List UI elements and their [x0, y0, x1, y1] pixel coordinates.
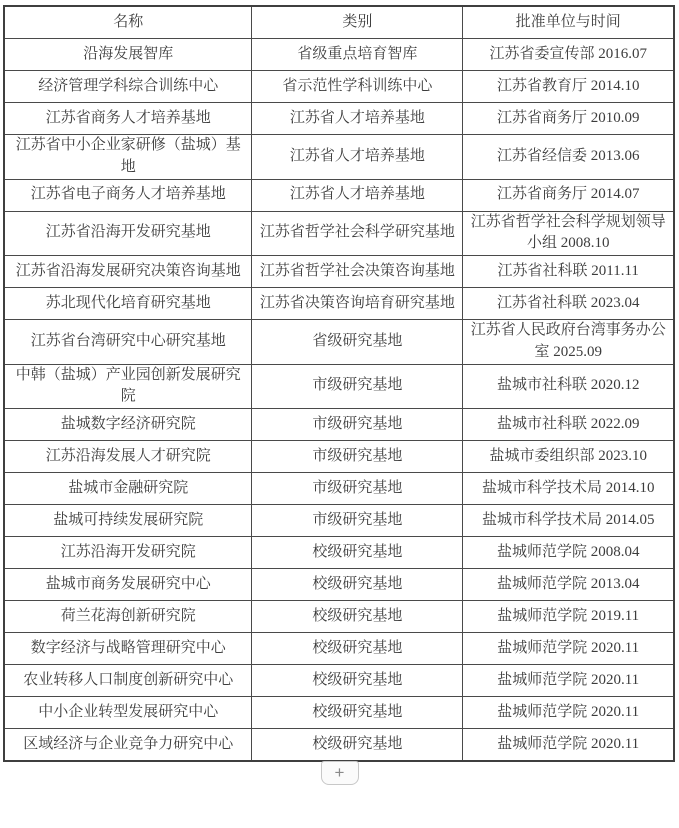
cell-name: 江苏沿海发展人才研究院	[4, 441, 252, 473]
cell-category: 江苏省决策咨询培育研究基地	[252, 288, 463, 320]
cell-name: 江苏省台湾研究中心研究基地	[4, 320, 252, 365]
table-row	[4, 441, 674, 473]
add-row-button[interactable]: +	[321, 761, 359, 785]
table-header	[4, 6, 674, 39]
header-cell-name: 名称	[4, 6, 252, 39]
cell-name: 荷兰花海创新研究院	[4, 601, 252, 633]
table-row	[4, 103, 674, 135]
cell-category: 校级研究基地	[252, 665, 463, 697]
cell-approval: 盐城市社科联 2022.09	[463, 409, 674, 441]
cell-category: 江苏省哲学社会科学研究基地	[252, 211, 463, 256]
table-row	[4, 39, 674, 71]
cell-name: 中韩（盐城）产业园创新发展研究院	[4, 364, 252, 409]
cell-category: 校级研究基地	[252, 569, 463, 601]
header-row	[4, 6, 674, 39]
cell-approval: 盐城师范学院 2008.04	[463, 537, 674, 569]
cell-category: 校级研究基地	[252, 697, 463, 729]
cell-name: 沿海发展智库	[4, 39, 252, 71]
cell-category: 市级研究基地	[252, 505, 463, 537]
add-row-container	[0, 762, 679, 785]
cell-name: 苏北现代化培育研究基地	[4, 288, 252, 320]
cell-approval: 江苏省人民政府台湾事务办公室 2025.09	[463, 320, 674, 365]
cell-name: 江苏省中小企业家研修（盐城）基地	[4, 135, 252, 180]
table-row	[4, 505, 674, 537]
table-row	[4, 364, 674, 409]
research-base-table	[3, 5, 675, 762]
table-row	[4, 256, 674, 288]
table-row	[4, 537, 674, 569]
table-row	[4, 211, 674, 256]
cell-category: 市级研究基地	[252, 473, 463, 505]
cell-approval: 江苏省委宣传部 2016.07	[463, 39, 674, 71]
table-row	[4, 179, 674, 211]
cell-name: 经济管理学科综合训练中心	[4, 71, 252, 103]
table-row	[4, 569, 674, 601]
cell-approval: 盐城市委组织部 2023.10	[463, 441, 674, 473]
cell-category: 市级研究基地	[252, 409, 463, 441]
header-cell-approval: 批准单位与时间	[463, 6, 674, 39]
cell-name: 江苏省电子商务人才培养基地	[4, 179, 252, 211]
cell-approval: 盐城市科学技术局 2014.05	[463, 505, 674, 537]
table-row	[4, 135, 674, 180]
cell-category: 省示范性学科训练中心	[252, 71, 463, 103]
cell-approval: 盐城师范学院 2013.04	[463, 569, 674, 601]
cell-category: 市级研究基地	[252, 441, 463, 473]
cell-name: 盐城可持续发展研究院	[4, 505, 252, 537]
cell-name: 盐城数字经济研究院	[4, 409, 252, 441]
cell-category: 市级研究基地	[252, 364, 463, 409]
cell-category: 省级重点培育智库	[252, 39, 463, 71]
cell-approval: 盐城师范学院 2019.11	[463, 601, 674, 633]
table-row	[4, 288, 674, 320]
cell-category: 省级研究基地	[252, 320, 463, 365]
cell-category: 江苏省哲学社会决策咨询基地	[252, 256, 463, 288]
cell-approval: 盐城师范学院 2020.11	[463, 729, 674, 762]
cell-name: 江苏省商务人才培养基地	[4, 103, 252, 135]
cell-name: 数字经济与战略管理研究中心	[4, 633, 252, 665]
cell-name: 中小企业转型发展研究中心	[4, 697, 252, 729]
cell-name: 江苏沿海开发研究院	[4, 537, 252, 569]
cell-category: 校级研究基地	[252, 537, 463, 569]
cell-name: 江苏省沿海发展研究决策咨询基地	[4, 256, 252, 288]
cell-name: 盐城市商务发展研究中心	[4, 569, 252, 601]
cell-category: 校级研究基地	[252, 633, 463, 665]
cell-name: 江苏省沿海开发研究基地	[4, 211, 252, 256]
table-row	[4, 697, 674, 729]
cell-category: 江苏省人才培养基地	[252, 179, 463, 211]
page	[0, 5, 679, 828]
cell-approval: 江苏省商务厅 2010.09	[463, 103, 674, 135]
cell-approval: 江苏省商务厅 2014.07	[463, 179, 674, 211]
table-body	[4, 39, 674, 762]
cell-approval: 盐城市社科联 2020.12	[463, 364, 674, 409]
cell-name: 区域经济与企业竞争力研究中心	[4, 729, 252, 762]
cell-approval: 江苏省教育厅 2014.10	[463, 71, 674, 103]
table-row	[4, 71, 674, 103]
cell-approval: 江苏省社科联 2011.11	[463, 256, 674, 288]
cell-category: 校级研究基地	[252, 601, 463, 633]
cell-name: 农业转移人口制度创新研究中心	[4, 665, 252, 697]
cell-category: 江苏省人才培养基地	[252, 103, 463, 135]
cell-approval: 盐城师范学院 2020.11	[463, 697, 674, 729]
cell-category: 校级研究基地	[252, 729, 463, 762]
cell-approval: 盐城师范学院 2020.11	[463, 633, 674, 665]
table-row	[4, 665, 674, 697]
table-row	[4, 409, 674, 441]
cell-approval: 江苏省哲学社会科学规划领导小组 2008.10	[463, 211, 674, 256]
cell-name: 盐城市金融研究院	[4, 473, 252, 505]
cell-approval: 江苏省社科联 2023.04	[463, 288, 674, 320]
cell-approval: 江苏省经信委 2013.06	[463, 135, 674, 180]
cell-approval: 盐城师范学院 2020.11	[463, 665, 674, 697]
table-row	[4, 633, 674, 665]
table-row	[4, 601, 674, 633]
cell-approval: 盐城市科学技术局 2014.10	[463, 473, 674, 505]
header-cell-category: 类别	[252, 6, 463, 39]
table-row	[4, 473, 674, 505]
table-row	[4, 320, 674, 365]
table-row	[4, 729, 674, 762]
cell-category: 江苏省人才培养基地	[252, 135, 463, 180]
